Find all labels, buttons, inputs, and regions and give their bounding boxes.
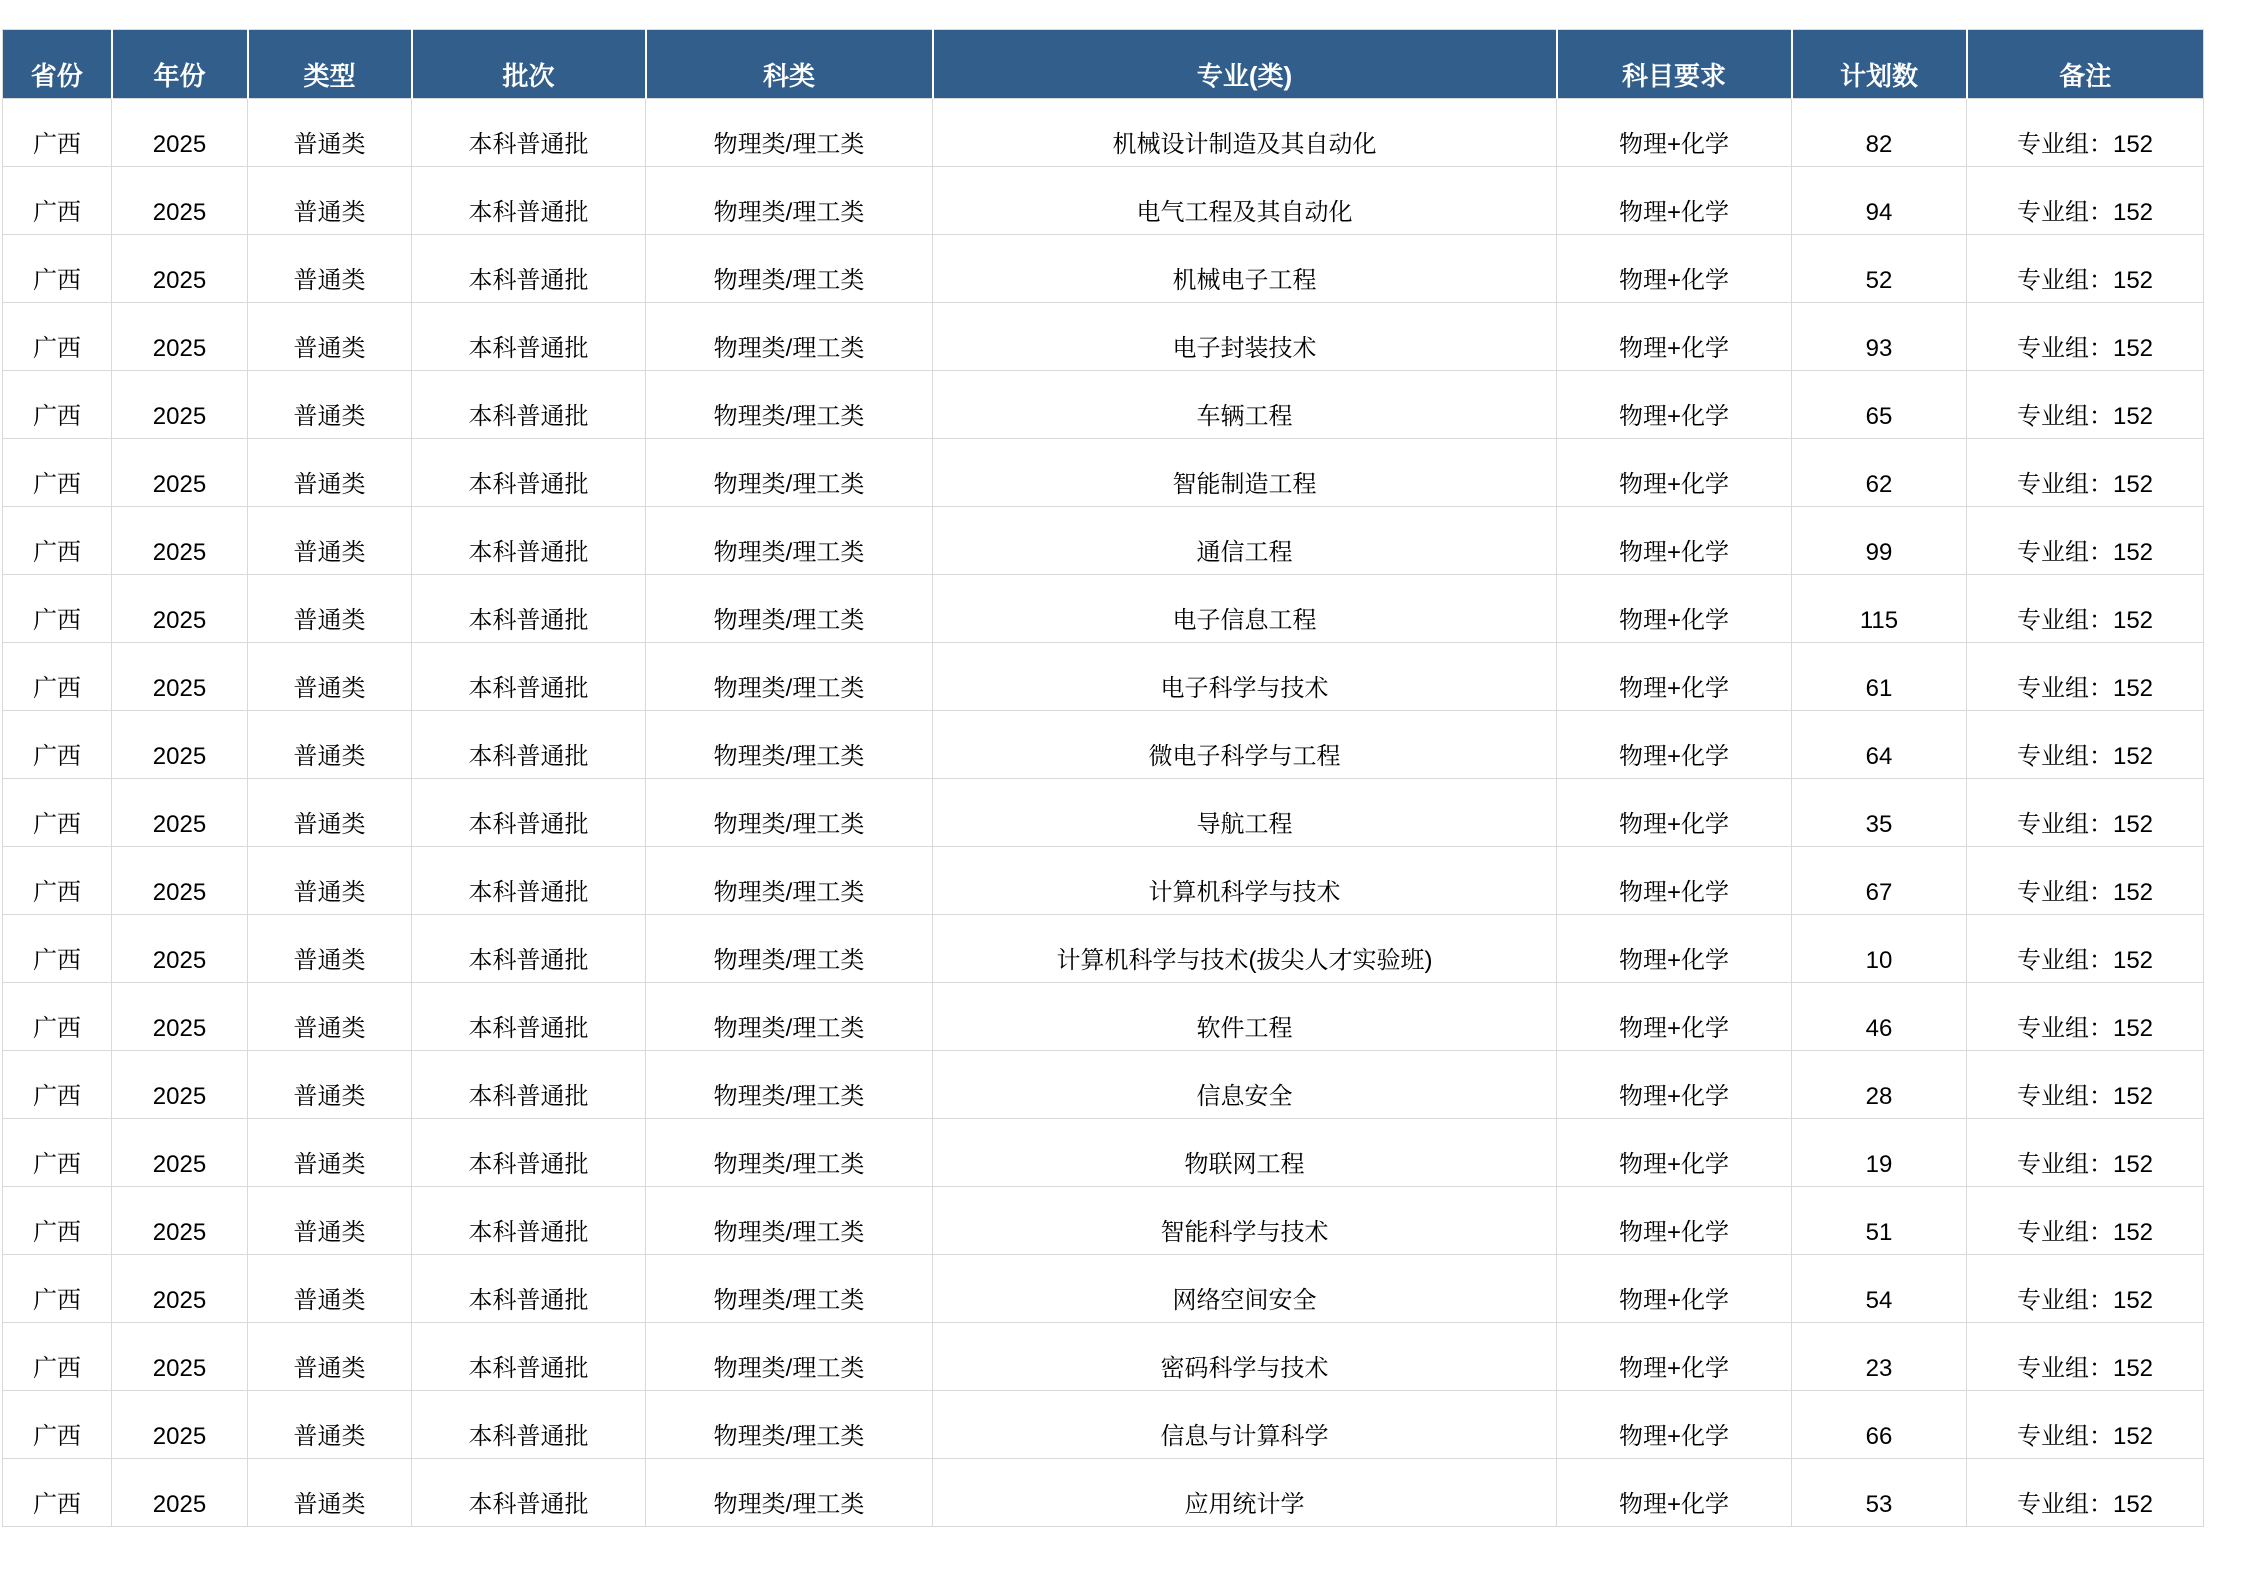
cell-subject-requirement: 物理+化学 [1557, 167, 1792, 235]
cell-province: 广西 [3, 1459, 112, 1527]
cell-subject-requirement: 物理+化学 [1557, 99, 1792, 167]
cell-major: 车辆工程 [933, 371, 1557, 439]
cell-province: 广西 [3, 1119, 112, 1187]
cell-subject-requirement: 物理+化学 [1557, 1051, 1792, 1119]
column-header-year: 年份 [112, 30, 248, 99]
cell-major: 网络空间安全 [933, 1255, 1557, 1323]
cell-province: 广西 [3, 371, 112, 439]
table-row [3, 1187, 2204, 1255]
cell-year: 2025 [112, 303, 248, 371]
cell-major: 通信工程 [933, 507, 1557, 575]
table-row [3, 439, 2204, 507]
column-header-batch: 批次 [412, 30, 646, 99]
cell-type: 普通类 [248, 507, 412, 575]
cell-remark: 专业组：152 [1967, 1391, 2204, 1459]
cell-major: 智能科学与技术 [933, 1187, 1557, 1255]
cell-type: 普通类 [248, 1255, 412, 1323]
table-row [3, 371, 2204, 439]
column-header-type: 类型 [248, 30, 412, 99]
cell-batch: 本科普通批 [412, 439, 646, 507]
cell-plan-count: 54 [1792, 1255, 1967, 1323]
cell-plan-count: 115 [1792, 575, 1967, 643]
table-row [3, 779, 2204, 847]
cell-major: 信息安全 [933, 1051, 1557, 1119]
cell-remark: 专业组：152 [1967, 439, 2204, 507]
table-row [3, 507, 2204, 575]
table-body [3, 99, 2204, 1527]
cell-province: 广西 [3, 303, 112, 371]
cell-plan-count: 66 [1792, 1391, 1967, 1459]
cell-remark: 专业组：152 [1967, 167, 2204, 235]
cell-subject-category: 物理类/理工类 [646, 235, 933, 303]
cell-plan-count: 51 [1792, 1187, 1967, 1255]
cell-province: 广西 [3, 983, 112, 1051]
cell-province: 广西 [3, 167, 112, 235]
cell-year: 2025 [112, 99, 248, 167]
cell-subject-category: 物理类/理工类 [646, 1459, 933, 1527]
cell-type: 普通类 [248, 371, 412, 439]
cell-year: 2025 [112, 575, 248, 643]
cell-plan-count: 64 [1792, 711, 1967, 779]
cell-major: 智能制造工程 [933, 439, 1557, 507]
cell-subject-category: 物理类/理工类 [646, 983, 933, 1051]
cell-province: 广西 [3, 711, 112, 779]
cell-remark: 专业组：152 [1967, 915, 2204, 983]
cell-plan-count: 82 [1792, 99, 1967, 167]
cell-type: 普通类 [248, 1459, 412, 1527]
cell-batch: 本科普通批 [412, 915, 646, 983]
table-row [3, 1119, 2204, 1187]
header-row [3, 30, 2204, 99]
cell-subject-requirement: 物理+化学 [1557, 371, 1792, 439]
cell-remark: 专业组：152 [1967, 1119, 2204, 1187]
column-header-subject-category: 科类 [646, 30, 933, 99]
cell-major: 电子信息工程 [933, 575, 1557, 643]
cell-remark: 专业组：152 [1967, 1187, 2204, 1255]
cell-subject-requirement: 物理+化学 [1557, 711, 1792, 779]
cell-remark: 专业组：152 [1967, 983, 2204, 1051]
cell-year: 2025 [112, 779, 248, 847]
table-row [3, 1323, 2204, 1391]
column-header-province: 省份 [3, 30, 112, 99]
cell-batch: 本科普通批 [412, 983, 646, 1051]
cell-plan-count: 52 [1792, 235, 1967, 303]
table-row [3, 1255, 2204, 1323]
cell-type: 普通类 [248, 167, 412, 235]
cell-subject-category: 物理类/理工类 [646, 507, 933, 575]
cell-subject-category: 物理类/理工类 [646, 575, 933, 643]
cell-plan-count: 19 [1792, 1119, 1967, 1187]
cell-year: 2025 [112, 1459, 248, 1527]
cell-subject-category: 物理类/理工类 [646, 1187, 933, 1255]
cell-subject-category: 物理类/理工类 [646, 847, 933, 915]
cell-remark: 专业组：152 [1967, 1255, 2204, 1323]
cell-major: 微电子科学与工程 [933, 711, 1557, 779]
cell-province: 广西 [3, 779, 112, 847]
cell-province: 广西 [3, 507, 112, 575]
cell-province: 广西 [3, 1187, 112, 1255]
cell-remark: 专业组：152 [1967, 643, 2204, 711]
cell-batch: 本科普通批 [412, 1323, 646, 1391]
cell-type: 普通类 [248, 99, 412, 167]
table-row [3, 303, 2204, 371]
cell-plan-count: 94 [1792, 167, 1967, 235]
cell-type: 普通类 [248, 1323, 412, 1391]
cell-major: 机械电子工程 [933, 235, 1557, 303]
cell-type: 普通类 [248, 1051, 412, 1119]
cell-remark: 专业组：152 [1967, 779, 2204, 847]
cell-type: 普通类 [248, 711, 412, 779]
cell-year: 2025 [112, 235, 248, 303]
cell-batch: 本科普通批 [412, 643, 646, 711]
cell-batch: 本科普通批 [412, 1391, 646, 1459]
table-row [3, 643, 2204, 711]
cell-major: 应用统计学 [933, 1459, 1557, 1527]
column-header-subject-requirement: 科目要求 [1557, 30, 1792, 99]
cell-subject-requirement: 物理+化学 [1557, 507, 1792, 575]
cell-subject-requirement: 物理+化学 [1557, 235, 1792, 303]
cell-type: 普通类 [248, 643, 412, 711]
cell-year: 2025 [112, 1391, 248, 1459]
cell-major: 机械设计制造及其自动化 [933, 99, 1557, 167]
cell-major: 物联网工程 [933, 1119, 1557, 1187]
admission-plan-table [2, 29, 2204, 1527]
cell-type: 普通类 [248, 983, 412, 1051]
cell-year: 2025 [112, 1323, 248, 1391]
cell-batch: 本科普通批 [412, 371, 646, 439]
cell-batch: 本科普通批 [412, 711, 646, 779]
cell-remark: 专业组：152 [1967, 371, 2204, 439]
cell-subject-requirement: 物理+化学 [1557, 643, 1792, 711]
cell-type: 普通类 [248, 575, 412, 643]
cell-subject-requirement: 物理+化学 [1557, 1323, 1792, 1391]
cell-remark: 专业组：152 [1967, 1051, 2204, 1119]
cell-plan-count: 65 [1792, 371, 1967, 439]
cell-province: 广西 [3, 847, 112, 915]
cell-year: 2025 [112, 983, 248, 1051]
cell-province: 广西 [3, 1323, 112, 1391]
cell-year: 2025 [112, 507, 248, 575]
cell-major: 电子封装技术 [933, 303, 1557, 371]
cell-year: 2025 [112, 1051, 248, 1119]
cell-province: 广西 [3, 1391, 112, 1459]
cell-remark: 专业组：152 [1967, 99, 2204, 167]
cell-subject-requirement: 物理+化学 [1557, 1459, 1792, 1527]
cell-plan-count: 10 [1792, 915, 1967, 983]
table-row [3, 847, 2204, 915]
table-row [3, 235, 2204, 303]
cell-subject-category: 物理类/理工类 [646, 1323, 933, 1391]
cell-plan-count: 93 [1792, 303, 1967, 371]
cell-major: 电气工程及其自动化 [933, 167, 1557, 235]
cell-year: 2025 [112, 1255, 248, 1323]
cell-year: 2025 [112, 915, 248, 983]
cell-type: 普通类 [248, 1187, 412, 1255]
cell-province: 广西 [3, 915, 112, 983]
table-row [3, 575, 2204, 643]
cell-batch: 本科普通批 [412, 1255, 646, 1323]
cell-batch: 本科普通批 [412, 1119, 646, 1187]
cell-plan-count: 46 [1792, 983, 1967, 1051]
admission-plan-sheet [2, 29, 2204, 1527]
cell-subject-category: 物理类/理工类 [646, 439, 933, 507]
cell-type: 普通类 [248, 235, 412, 303]
cell-remark: 专业组：152 [1967, 1459, 2204, 1527]
cell-year: 2025 [112, 1119, 248, 1187]
cell-major: 软件工程 [933, 983, 1557, 1051]
cell-type: 普通类 [248, 915, 412, 983]
cell-subject-requirement: 物理+化学 [1557, 983, 1792, 1051]
cell-subject-requirement: 物理+化学 [1557, 303, 1792, 371]
cell-type: 普通类 [248, 779, 412, 847]
cell-remark: 专业组：152 [1967, 575, 2204, 643]
cell-type: 普通类 [248, 439, 412, 507]
cell-year: 2025 [112, 711, 248, 779]
cell-subject-category: 物理类/理工类 [646, 643, 933, 711]
cell-province: 广西 [3, 439, 112, 507]
table-row [3, 915, 2204, 983]
cell-subject-category: 物理类/理工类 [646, 303, 933, 371]
cell-year: 2025 [112, 167, 248, 235]
cell-plan-count: 28 [1792, 1051, 1967, 1119]
cell-type: 普通类 [248, 303, 412, 371]
cell-batch: 本科普通批 [412, 507, 646, 575]
cell-remark: 专业组：152 [1967, 303, 2204, 371]
cell-plan-count: 61 [1792, 643, 1967, 711]
cell-plan-count: 53 [1792, 1459, 1967, 1527]
cell-subject-category: 物理类/理工类 [646, 779, 933, 847]
cell-year: 2025 [112, 1187, 248, 1255]
cell-subject-requirement: 物理+化学 [1557, 1255, 1792, 1323]
cell-province: 广西 [3, 99, 112, 167]
cell-subject-category: 物理类/理工类 [646, 99, 933, 167]
cell-subject-requirement: 物理+化学 [1557, 1187, 1792, 1255]
cell-subject-requirement: 物理+化学 [1557, 847, 1792, 915]
cell-province: 广西 [3, 643, 112, 711]
cell-subject-category: 物理类/理工类 [646, 1051, 933, 1119]
table-header [3, 30, 2204, 99]
cell-year: 2025 [112, 643, 248, 711]
cell-batch: 本科普通批 [412, 167, 646, 235]
cell-remark: 专业组：152 [1967, 507, 2204, 575]
cell-batch: 本科普通批 [412, 1187, 646, 1255]
cell-province: 广西 [3, 575, 112, 643]
cell-province: 广西 [3, 235, 112, 303]
cell-year: 2025 [112, 439, 248, 507]
cell-plan-count: 62 [1792, 439, 1967, 507]
cell-plan-count: 99 [1792, 507, 1967, 575]
cell-major: 计算机科学与技术 [933, 847, 1557, 915]
table-row [3, 1051, 2204, 1119]
cell-subject-category: 物理类/理工类 [646, 1119, 933, 1187]
cell-batch: 本科普通批 [412, 1051, 646, 1119]
cell-batch: 本科普通批 [412, 847, 646, 915]
column-header-major: 专业(类) [933, 30, 1557, 99]
cell-batch: 本科普通批 [412, 99, 646, 167]
cell-year: 2025 [112, 371, 248, 439]
cell-type: 普通类 [248, 1391, 412, 1459]
cell-major: 导航工程 [933, 779, 1557, 847]
cell-subject-requirement: 物理+化学 [1557, 1391, 1792, 1459]
cell-subject-category: 物理类/理工类 [646, 167, 933, 235]
cell-remark: 专业组：152 [1967, 711, 2204, 779]
cell-batch: 本科普通批 [412, 1459, 646, 1527]
cell-major: 电子科学与技术 [933, 643, 1557, 711]
cell-subject-requirement: 物理+化学 [1557, 1119, 1792, 1187]
table-row [3, 711, 2204, 779]
cell-subject-requirement: 物理+化学 [1557, 439, 1792, 507]
cell-subject-requirement: 物理+化学 [1557, 779, 1792, 847]
cell-year: 2025 [112, 847, 248, 915]
cell-remark: 专业组：152 [1967, 1323, 2204, 1391]
cell-subject-category: 物理类/理工类 [646, 371, 933, 439]
cell-subject-category: 物理类/理工类 [646, 1255, 933, 1323]
cell-batch: 本科普通批 [412, 779, 646, 847]
table-row [3, 1391, 2204, 1459]
cell-plan-count: 35 [1792, 779, 1967, 847]
cell-type: 普通类 [248, 847, 412, 915]
cell-remark: 专业组：152 [1967, 847, 2204, 915]
cell-type: 普通类 [248, 1119, 412, 1187]
cell-major: 信息与计算科学 [933, 1391, 1557, 1459]
table-row [3, 167, 2204, 235]
cell-major: 密码科学与技术 [933, 1323, 1557, 1391]
cell-subject-category: 物理类/理工类 [646, 1391, 933, 1459]
cell-plan-count: 67 [1792, 847, 1967, 915]
cell-plan-count: 23 [1792, 1323, 1967, 1391]
cell-subject-category: 物理类/理工类 [646, 915, 933, 983]
cell-batch: 本科普通批 [412, 575, 646, 643]
cell-batch: 本科普通批 [412, 235, 646, 303]
cell-province: 广西 [3, 1051, 112, 1119]
table-row [3, 1459, 2204, 1527]
column-header-remark: 备注 [1967, 30, 2204, 99]
cell-province: 广西 [3, 1255, 112, 1323]
cell-subject-requirement: 物理+化学 [1557, 915, 1792, 983]
cell-subject-category: 物理类/理工类 [646, 711, 933, 779]
cell-subject-requirement: 物理+化学 [1557, 575, 1792, 643]
table-row [3, 99, 2204, 167]
table-row [3, 983, 2204, 1051]
cell-batch: 本科普通批 [412, 303, 646, 371]
column-header-plan-count: 计划数 [1792, 30, 1967, 99]
cell-remark: 专业组：152 [1967, 235, 2204, 303]
cell-major: 计算机科学与技术(拔尖人才实验班) [933, 915, 1557, 983]
